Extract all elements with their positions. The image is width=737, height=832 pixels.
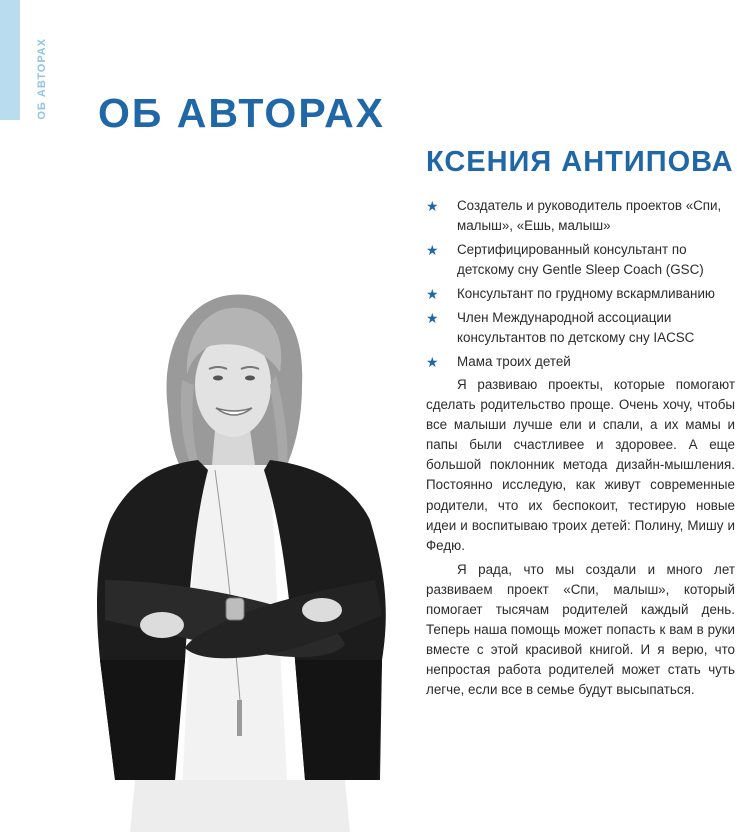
- credential-item: ★ Член Международной ассоциации консультантов по детскому сну IACSC: [426, 310, 695, 345]
- credential-item: ★ Консультант по грудному вскармливанию: [426, 286, 715, 302]
- credential-item: ★ Сертифицированный консультант по детскому сну Gentle Sleep Coach (GSC): [426, 242, 704, 277]
- section-side-label: ОБ АВТОРАХ: [36, 38, 48, 120]
- star-icon: ★: [426, 354, 439, 370]
- section-side-tab: [0, 0, 20, 120]
- author-name: КСЕНИЯ АНТИПОВА: [426, 146, 734, 178]
- bio-paragraph: Я развиваю проекты, которые помогают сделать родительство проще. Очень хочу, чтобы все малыши лучше ели и спали, а их мамы и папы были счастливее и здоровее. А еще большой поклонник метода дизайн-мышления. Постоянно исследую, как живут современные родители, что их беспокоит, тестирую новые идеи и воспитываю троих детей: Полину, Мишу и Федю.: [426, 377, 735, 553]
- author-bio: [426, 375, 735, 705]
- credential-item: ★ Мама троих детей: [426, 354, 571, 370]
- star-icon: ★: [426, 310, 439, 326]
- star-icon: ★: [426, 286, 439, 302]
- star-icon: ★: [426, 198, 439, 214]
- page-title: ОБ АВТОРАХ: [98, 90, 386, 136]
- bio-paragraph: Я рада, что мы создали и много лет развиваем проект «Спи, малыш», который помогает тысячам родителей каждый день. Теперь наша помощь может попасть к вам в руки вместе с этой красивой книгой. И я верю, что непростая работа родителей может стать чуть легче, если все в семье будут высыпаться.: [426, 561, 735, 698]
- credentials-list: [426, 196, 736, 376]
- author-photo: [90, 280, 410, 832]
- credential-item: ★ Создатель и руководитель проектов «Спи, малыш», «Ешь, малыш»: [426, 198, 722, 233]
- star-icon: ★: [426, 242, 439, 258]
